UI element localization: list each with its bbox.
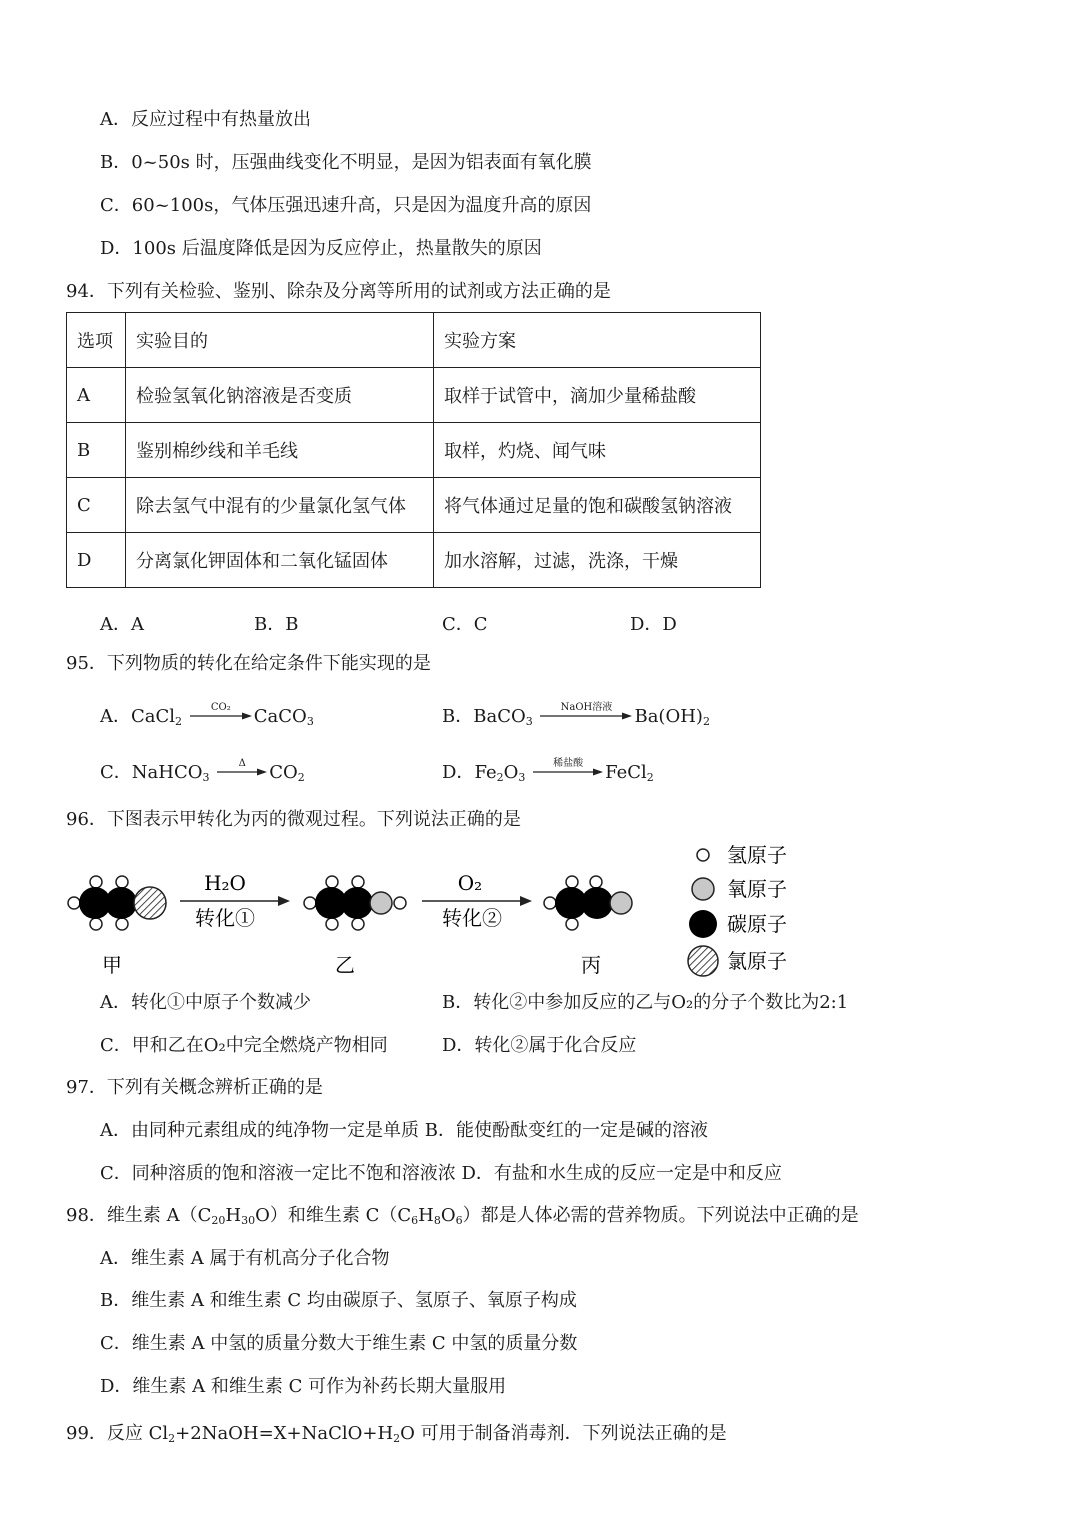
subscript: 2 (168, 1432, 176, 1445)
stem-text: O 可用于制备消毒剂．下列说法正确的是 (400, 1423, 727, 1444)
q98-option-d: D．维生素 A 和维生素 C 可作为补药长期大量服用 (100, 1376, 507, 1397)
q98-option-b: B．维生素 A 和维生素 C 均由碳原子、氢原子、氧原子构成 (100, 1290, 577, 1311)
q99-stem (66, 1422, 727, 1451)
table-cell: 除去氢气中混有的少量氯化氢气体 (126, 478, 434, 533)
subscript: 2 (702, 715, 710, 728)
subscript: 2 (646, 771, 654, 784)
option-label: C． (100, 762, 132, 783)
reaction-arrow (190, 700, 252, 722)
formula: CO (269, 762, 298, 783)
stem-text: ）都是人体必需的营养物质。下列说法中正确的是 (462, 1205, 859, 1226)
formula: O (503, 762, 519, 783)
header-cell: 选项 (67, 313, 126, 368)
subscript: 2 (175, 715, 183, 728)
label-yi: 乙 (335, 953, 355, 977)
arrow-condition: 稀盐酸 (553, 758, 584, 769)
q96-stem: 96．下图表示甲转化为丙的微观过程。下列说法正确的是 (66, 809, 521, 830)
legend-hydrogen: 氢原子 (727, 843, 787, 867)
subscript: 8 (433, 1214, 441, 1227)
q94-answer-a: A．A (100, 614, 144, 635)
subscript: 2 (393, 1432, 401, 1445)
table-cell: B (67, 423, 126, 478)
subscript: 30 (241, 1214, 256, 1227)
q93-option-c: C．60~100s，气体压强迅速升高，只是因为温度升高的原因 (100, 195, 592, 216)
q98-option-a: A．维生素 A 属于有机高分子化合物 (100, 1248, 390, 1269)
q94-answer-b: B．B (254, 614, 299, 635)
q93-option-b: B．0~50s 时，压强曲线变化不明显，是因为铝表面有氧化膜 (100, 152, 592, 173)
subscript: 2 (496, 771, 504, 784)
formula: Fe (474, 762, 497, 783)
formula: CaCl (131, 706, 176, 727)
q95-option-d (442, 756, 654, 790)
q93-option-a: A．反应过程中有热量放出 (100, 109, 311, 130)
subscript: 3 (202, 771, 210, 784)
q97-options-cd: C．同种溶质的饱和溶液一定比不饱和溶液浓 D．有盐和水生成的反应一定是中和反应 (100, 1163, 782, 1184)
formula: FeCl (605, 762, 647, 783)
stem-text: H (418, 1205, 434, 1226)
step1-reagent: H₂O (204, 871, 246, 895)
q95-stem: 95．下列物质的转化在给定条件下能实现的是 (66, 653, 431, 674)
legend-oxygen: 氧原子 (727, 877, 787, 901)
oxygen-legend-icon (692, 878, 714, 900)
table-row (67, 478, 761, 533)
table-row (67, 423, 761, 478)
option-label: D． (442, 762, 475, 783)
chlorine-legend-icon (688, 946, 718, 976)
arrow-step2 (422, 871, 532, 930)
table-row (67, 368, 761, 423)
q95-option-c (100, 756, 305, 790)
option-label: B． (442, 706, 474, 727)
subscript: 3 (518, 771, 526, 784)
arrow-condition: Δ (238, 758, 246, 769)
table-cell: C (67, 478, 126, 533)
legend-chlorine: 氯原子 (727, 949, 787, 973)
stem-text: 99．反应 Cl (66, 1423, 169, 1444)
q96-option-a: A．转化①中原子个数减少 (100, 992, 311, 1013)
q94-answer-c: C．C (442, 614, 488, 635)
table-cell: 取样于试管中，滴加少量稀盐酸 (434, 368, 761, 423)
table-cell: 检验氢氧化钠溶液是否变质 (126, 368, 434, 423)
table-header-row (67, 313, 761, 368)
arrow-condition: NaOH溶液 (560, 702, 613, 713)
q97-options-ab: A．由同种元素组成的纯净物一定是单质 B．能使酚酞变红的一定是碱的溶液 (100, 1120, 708, 1141)
table-cell: 加水溶解，过滤，洗涤，干燥 (434, 533, 761, 588)
q96-option-b: B．转化②中参加反应的乙与O₂的分子个数比为2:1 (442, 992, 849, 1013)
q97-stem: 97．下列有关概念辨析正确的是 (66, 1077, 323, 1098)
molecule-jia (68, 876, 166, 930)
q98-option-c: C．维生素 A 中氢的质量分数大于维生素 C 中氢的质量分数 (100, 1333, 578, 1354)
q96-option-c: C．甲和乙在O₂中完全燃烧产物相同 (100, 1035, 388, 1056)
q95-option-b (442, 700, 710, 734)
reaction-arrow (540, 700, 632, 722)
table-cell: 取样，灼烧、闻气味 (434, 423, 761, 478)
table-cell: A (67, 368, 126, 423)
arrow-condition: CO₂ (210, 702, 231, 713)
arrow-step1 (180, 871, 290, 930)
molecule-yi (304, 876, 406, 930)
table-row (67, 533, 761, 588)
q94-table (66, 312, 761, 588)
subscript: 20 (211, 1214, 226, 1227)
q94-answer-d: D．D (630, 614, 677, 635)
stem-text: O (440, 1205, 456, 1226)
step2-reagent: O₂ (457, 871, 483, 895)
molecular-diagram (60, 838, 900, 988)
q98-stem (66, 1204, 859, 1233)
subscript: 2 (297, 771, 305, 784)
table-cell: D (67, 533, 126, 588)
header-cell: 实验方案 (434, 313, 761, 368)
formula: CaCO (253, 706, 307, 727)
subscript: 3 (306, 715, 314, 728)
table-cell: 将气体通过足量的饱和碳酸氢钠溶液 (434, 478, 761, 533)
table-cell: 鉴别棉纱线和羊毛线 (126, 423, 434, 478)
stem-text: 98．维生素 A（C (66, 1205, 212, 1226)
table-cell: 分离氯化钾固体和二氧化锰固体 (126, 533, 434, 588)
formula: Ba(OH) (634, 706, 703, 727)
label-jia: 甲 (102, 953, 122, 977)
step2-label: 转化② (442, 906, 502, 930)
stem-text: +2NaOH=X+NaClO+H (175, 1423, 394, 1444)
subscript: 6 (455, 1214, 463, 1227)
formula: BaCO (473, 706, 526, 727)
formula: NaHCO (131, 762, 203, 783)
hydrogen-legend-icon (697, 849, 709, 861)
stem-text: O）和维生素 C（C (255, 1205, 412, 1226)
step1-label: 转化① (195, 906, 255, 930)
q96-option-d: D．转化②属于化合反应 (442, 1035, 637, 1056)
label-bing: 丙 (581, 953, 601, 977)
stem-text: H (225, 1205, 242, 1226)
reaction-arrow (217, 756, 267, 778)
subscript: 6 (411, 1214, 419, 1227)
subscript: 3 (525, 715, 533, 728)
q95-option-a (100, 700, 314, 734)
legend-carbon: 碳原子 (727, 912, 787, 936)
legend (688, 843, 787, 976)
option-label: A． (100, 706, 131, 727)
reaction-arrow (533, 756, 603, 778)
header-cell: 实验目的 (126, 313, 434, 368)
molecule-bing (544, 876, 632, 930)
q93-option-d: D．100s 后温度降低是因为反应停止，热量散失的原因 (100, 238, 542, 259)
q94-stem: 94．下列有关检验、鉴别、除杂及分离等所用的试剂或方法正确的是 (66, 281, 611, 302)
carbon-legend-icon (689, 910, 717, 938)
